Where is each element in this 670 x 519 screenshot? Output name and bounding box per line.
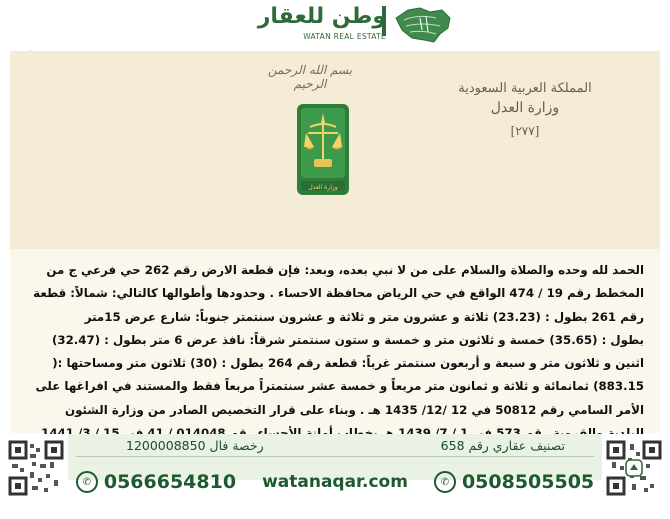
basmala: بسم الله الرحمن الرحيم — [267, 63, 353, 91]
emblem-caption: وزارة العدل — [308, 184, 338, 191]
phone-2-link[interactable] — [434, 471, 594, 493]
document-number: [٢٧٧] — [510, 124, 540, 138]
classification-number: رخصة فال 1200008850 — [126, 438, 264, 453]
footer-divider — [76, 456, 594, 457]
phone-1-link[interactable] — [76, 471, 236, 493]
deed-line: بطول : (35.65) خمسة و ثلاثون متر و خمسة و ستون سنتمتر شرقاً: نافذ عرض 6 متر بطول : (32.47) — [51, 332, 644, 347]
brand-name: وطن للعقار — [257, 4, 386, 29]
brand-name-en: WATAN REAL ESTATE — [303, 32, 386, 41]
deed-line: الأمر السامي رقم 50812 في 12 /12/ 1435 هـ . وبناء على قرار التخصيص الصادر من وزارة الشئون — [65, 402, 644, 417]
deed-line: اثنين و ثلاثون متر و سبعة و أربعون سنتمتر غرباً: قطعة رقم 264 بطول : (30) ثلاثون متر ومساحتها :( — [52, 356, 644, 371]
whatsapp-icon: ✆ — [434, 471, 456, 493]
deed-line: الحمد لله وحده والصلاة والسلام على من لا نبي بعده، وبعد: فإن قطعة الارض رقم 262 حي فرعي ج من — [46, 263, 644, 277]
license-number: تصنيف عقاري رقم 658 — [440, 438, 565, 453]
deed-line: 883.15) ثمانمائة و ثلاثة و ثمانون متر مربعاً و خمسة عشر سنتمتراً مربعاً فقط والمستند في افراغها على — [35, 379, 644, 394]
deed-line: رقم 261 بطول : (23.23) ثلاثة و عشرون متر و ثلاثة و عشرون سنتمتر جنوباً: شارع عرض 15متر — [84, 309, 644, 324]
website-link[interactable]: watanaqar.com — [262, 472, 408, 492]
site-header — [0, 0, 670, 50]
ministry-header — [450, 81, 600, 138]
deed-body — [18, 259, 644, 445]
contact-footer — [0, 434, 670, 519]
saudi-map-logo-icon — [390, 4, 454, 46]
brand-logo[interactable] — [226, 2, 456, 48]
ministry-name: وزارة العدل — [490, 100, 560, 116]
deed-line: المخطط رقم 19 / 474 الواقع في حي الرياض محافظة الاحساء . وحدودها وأطوالها كالتالي: شمالاً: قطعة — [33, 286, 644, 301]
qr-code-icon[interactable] — [8, 440, 64, 496]
qr-code-icon[interactable] — [606, 440, 662, 496]
contact-bar — [76, 462, 594, 502]
kingdom-name: المملكة العربية السعودية — [458, 81, 592, 96]
phone-2-number: 0508505505 — [461, 471, 595, 493]
whatsapp-icon: ✆ — [76, 471, 98, 493]
emblem-icon — [296, 103, 350, 196]
title-deed-document — [10, 51, 660, 433]
phone-1-number: 0566654810 — [103, 471, 237, 493]
